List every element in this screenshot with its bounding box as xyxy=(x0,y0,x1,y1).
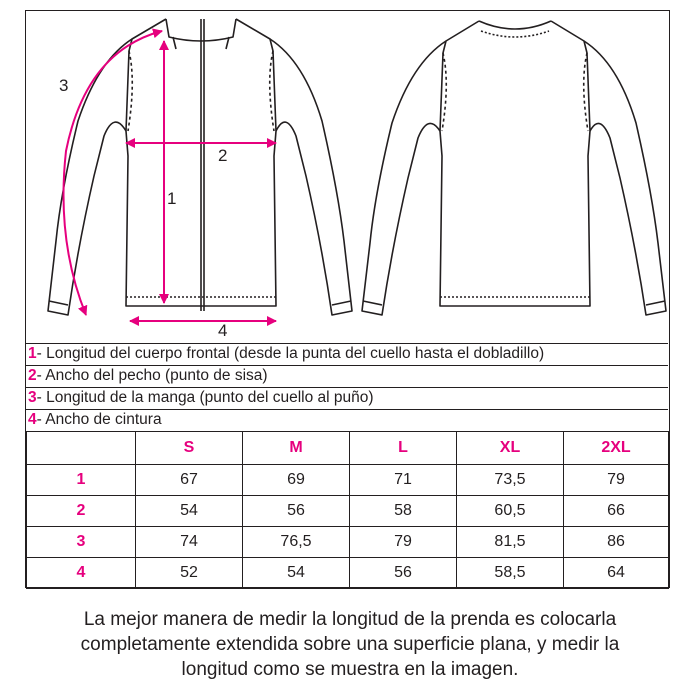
size-header-s: S xyxy=(136,432,243,465)
measuring-note xyxy=(0,607,700,682)
table-cell: 69 xyxy=(243,465,350,496)
label-waist-width: 4 xyxy=(218,321,228,340)
legend-number: 3 xyxy=(28,389,37,406)
table-cell: 64 xyxy=(564,558,669,589)
note-line: completamente extendida sobre una superficie plana, y medir la xyxy=(80,634,620,655)
jacket-back-view xyxy=(362,21,666,315)
table-cell: 71 xyxy=(350,465,457,496)
note-line: La mejor manera de medir la longitud de la prenda es colocarla xyxy=(83,609,617,630)
legend-text: - Ancho de cintura xyxy=(36,411,162,428)
table-cell: 86 xyxy=(564,527,669,558)
table-cell: 54 xyxy=(136,496,243,527)
size-header-2xl: 2XL xyxy=(564,432,669,465)
legend-number: 1 xyxy=(28,345,37,362)
jacket-front-view xyxy=(48,19,352,315)
legend-number: 4 xyxy=(28,411,37,428)
table-cell: 66 xyxy=(564,496,669,527)
row-label: 4 xyxy=(27,558,136,589)
sleeve-length-arrow xyxy=(64,31,163,315)
legend-row-1 xyxy=(26,343,668,365)
table-cell: 67 xyxy=(136,465,243,496)
table-cell: 79 xyxy=(564,465,669,496)
size-header-xl: XL xyxy=(457,432,564,465)
table-cell: 58 xyxy=(350,496,457,527)
size-header-l: L xyxy=(350,432,457,465)
table-row xyxy=(27,527,669,558)
label-body-length: 1 xyxy=(167,189,177,208)
label-chest-width: 2 xyxy=(218,146,228,165)
label-sleeve-length: 3 xyxy=(59,76,69,95)
table-row xyxy=(27,558,669,589)
table-cell: 74 xyxy=(136,527,243,558)
row-label: 1 xyxy=(27,465,136,496)
table-cell: 56 xyxy=(350,558,457,589)
legend-row-4 xyxy=(26,409,668,431)
size-table xyxy=(26,431,669,589)
legend-row-2 xyxy=(26,365,668,387)
table-corner-cell xyxy=(27,432,136,465)
legend-text: - Ancho del pecho (punto de sisa) xyxy=(36,367,268,384)
table-cell: 81,5 xyxy=(457,527,564,558)
jacket-illustration xyxy=(26,11,668,343)
table-cell: 60,5 xyxy=(457,496,564,527)
legend-number: 2 xyxy=(28,367,37,384)
legend-text: - Longitud de la manga (punto del cuello al puño) xyxy=(36,389,374,406)
table-cell: 56 xyxy=(243,496,350,527)
table-cell: 76,5 xyxy=(243,527,350,558)
table-cell: 54 xyxy=(243,558,350,589)
row-label: 2 xyxy=(27,496,136,527)
table-cell: 58,5 xyxy=(457,558,564,589)
legend-text: - Longitud del cuerpo frontal (desde la punta del cuello hasta el dobladillo) xyxy=(36,345,545,362)
size-guide-frame xyxy=(25,10,670,588)
table-cell: 79 xyxy=(350,527,457,558)
table-row xyxy=(27,496,669,527)
size-header-m: M xyxy=(243,432,350,465)
table-cell: 52 xyxy=(136,558,243,589)
row-label: 3 xyxy=(27,527,136,558)
table-header-row xyxy=(27,432,669,465)
table-cell: 73,5 xyxy=(457,465,564,496)
note-line: longitud como se muestra en la imagen. xyxy=(181,659,519,680)
table-row xyxy=(27,465,669,496)
legend-row-3 xyxy=(26,387,668,409)
